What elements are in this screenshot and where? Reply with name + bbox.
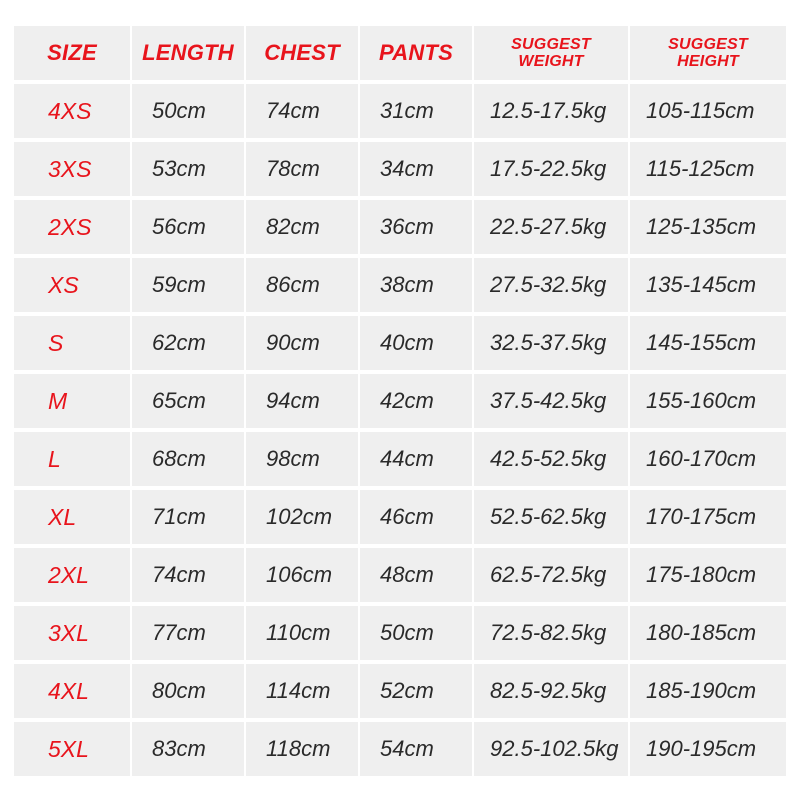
header-suggest-weight-line1: SUGGEST (511, 36, 591, 53)
header-pants: PANTS (360, 26, 472, 80)
chest-cell: 102cm (246, 490, 358, 544)
header-suggest-weight-line2: WEIGHT (518, 53, 584, 70)
chest-cell: 90cm (246, 316, 358, 370)
size-cell: 5XL (14, 722, 130, 776)
header-suggest-weight (474, 26, 628, 80)
size-cell: 4XS (14, 84, 130, 138)
header-suggest-height-line2: HEIGHT (677, 53, 739, 70)
chest-cell: 118cm (246, 722, 358, 776)
header-suggest-height-line1: SUGGEST (668, 36, 748, 53)
chest-cell: 110cm (246, 606, 358, 660)
size-cell: L (14, 432, 130, 486)
length-cell: 53cm (132, 142, 244, 196)
pants-cell: 46cm (360, 490, 472, 544)
size-cell: M (14, 374, 130, 428)
length-cell: 77cm (132, 606, 244, 660)
pants-cell: 42cm (360, 374, 472, 428)
pants-cell: 52cm (360, 664, 472, 718)
height-cell: 170-175cm (630, 490, 786, 544)
size-cell: XS (14, 258, 130, 312)
size-chart-table (14, 26, 788, 776)
length-cell: 71cm (132, 490, 244, 544)
size-cell: XL (14, 490, 130, 544)
weight-cell: 82.5-92.5kg (474, 664, 628, 718)
chest-cell: 114cm (246, 664, 358, 718)
size-cell: 3XL (14, 606, 130, 660)
weight-cell: 42.5-52.5kg (474, 432, 628, 486)
pants-cell: 40cm (360, 316, 472, 370)
length-cell: 62cm (132, 316, 244, 370)
header-suggest-height (630, 26, 786, 80)
chest-cell: 86cm (246, 258, 358, 312)
height-cell: 115-125cm (630, 142, 786, 196)
size-cell: 2XS (14, 200, 130, 254)
pants-cell: 54cm (360, 722, 472, 776)
pants-cell: 48cm (360, 548, 472, 602)
chest-cell: 74cm (246, 84, 358, 138)
weight-cell: 17.5-22.5kg (474, 142, 628, 196)
length-cell: 50cm (132, 84, 244, 138)
pants-cell: 44cm (360, 432, 472, 486)
header-length: LENGTH (132, 26, 244, 80)
pants-cell: 34cm (360, 142, 472, 196)
weight-cell: 22.5-27.5kg (474, 200, 628, 254)
chest-cell: 106cm (246, 548, 358, 602)
height-cell: 180-185cm (630, 606, 786, 660)
header-chest: CHEST (246, 26, 358, 80)
height-cell: 175-180cm (630, 548, 786, 602)
weight-cell: 62.5-72.5kg (474, 548, 628, 602)
weight-cell: 52.5-62.5kg (474, 490, 628, 544)
pants-cell: 36cm (360, 200, 472, 254)
chest-cell: 94cm (246, 374, 358, 428)
length-cell: 74cm (132, 548, 244, 602)
length-cell: 59cm (132, 258, 244, 312)
weight-cell: 37.5-42.5kg (474, 374, 628, 428)
pants-cell: 50cm (360, 606, 472, 660)
length-cell: 65cm (132, 374, 244, 428)
pants-cell: 31cm (360, 84, 472, 138)
weight-cell: 72.5-82.5kg (474, 606, 628, 660)
size-cell: 4XL (14, 664, 130, 718)
weight-cell: 27.5-32.5kg (474, 258, 628, 312)
height-cell: 155-160cm (630, 374, 786, 428)
length-cell: 80cm (132, 664, 244, 718)
length-cell: 56cm (132, 200, 244, 254)
chest-cell: 98cm (246, 432, 358, 486)
weight-cell: 12.5-17.5kg (474, 84, 628, 138)
weight-cell: 92.5-102.5kg (474, 722, 628, 776)
header-size: SIZE (14, 26, 130, 80)
height-cell: 145-155cm (630, 316, 786, 370)
pants-cell: 38cm (360, 258, 472, 312)
height-cell: 135-145cm (630, 258, 786, 312)
size-cell: S (14, 316, 130, 370)
length-cell: 83cm (132, 722, 244, 776)
height-cell: 185-190cm (630, 664, 786, 718)
length-cell: 68cm (132, 432, 244, 486)
chest-cell: 78cm (246, 142, 358, 196)
height-cell: 125-135cm (630, 200, 786, 254)
height-cell: 160-170cm (630, 432, 786, 486)
size-cell: 2XL (14, 548, 130, 602)
height-cell: 105-115cm (630, 84, 786, 138)
weight-cell: 32.5-37.5kg (474, 316, 628, 370)
height-cell: 190-195cm (630, 722, 786, 776)
size-cell: 3XS (14, 142, 130, 196)
chest-cell: 82cm (246, 200, 358, 254)
